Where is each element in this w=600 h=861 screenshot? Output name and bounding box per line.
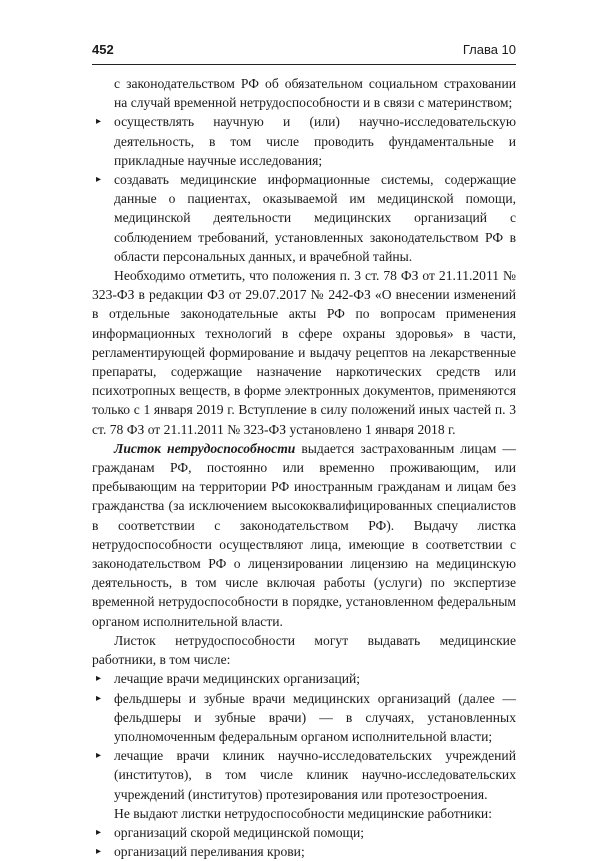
- list-item: [92, 823, 516, 842]
- list-item-text: организаций переливания крови;: [114, 844, 305, 860]
- bullet-marker-icon: ▸: [96, 750, 102, 762]
- bullet-marker-icon: ▸: [96, 826, 102, 838]
- defined-term: Листок нетрудоспособности: [114, 440, 296, 456]
- bullet-continuation: с законодательством РФ об обязательном социальном страховании на случай временной нетрудоспособности и в связи с материнством;: [114, 76, 516, 111]
- bullet-marker-icon: ▸: [96, 116, 102, 128]
- page-header: [92, 42, 516, 64]
- chapter-title: Глава 10: [462, 42, 516, 57]
- list-item-text: создавать медицинские информационные системы, содержащие данные о пациентах, оказываемой им медицинской помощи, медицинской деятельности медицинских организаций с соблюдением требований, установленных законодательством РФ в области персональных данных, и врачебной тайны.: [114, 172, 516, 264]
- bullet-marker-icon: ▸: [96, 174, 102, 186]
- list-item: [92, 689, 516, 747]
- list-item: [92, 842, 516, 861]
- list-item: [92, 746, 516, 804]
- bullet-marker-icon: ▸: [96, 673, 102, 685]
- list-item-text: лечащие врачи медицинских организаций;: [114, 671, 361, 687]
- list-item-text: лечащие врачи клиник научно-исследовательских учреждений (институтов), в том числе клиник научно-исследовательских учреждений (институтов) протезирования или протезостроения.: [114, 748, 516, 802]
- paragraph-text: выдается застрахованным лицам — гражданам РФ, постоянно или временно проживающим, или пребывающим на территории РФ иностранным гражданам и лицам без гражданства (за исключением высококвалифицированных специалистов в соответствии с законодательством РФ). Выдачу листка нетрудоспособности осуществляют лица, имеющие в соответствии с законодательством РФ о лицензировании лицензию на медицинскую деятельность, в том числе включая работы (услуги) по экспертизе временной нетрудоспособности в порядке, установленном федеральным органом исполнительной власти.: [92, 440, 516, 629]
- list-item: [92, 170, 516, 266]
- paragraph-issuers-intro: Листок нетрудоспособности могут выдавать медицинские работники, в том числе:: [92, 632, 516, 668]
- paragraph-legal-note: Необходимо отметить, что положения п. 3 ст. 78 ФЗ от 21.11.2011 № 323-ФЗ в редакции ФЗ от 29.07.2017 № 242-ФЗ «О внесении изменений в отдельные законодательные акты РФ по вопросам применения информационных технологий в сфере охраны здоровья» в части, регламентирующей формирование и выдачу рецептов на лекарственные препараты, содержащие назначение наркотических средств или психотропных веществ, в форме электронных документов, применяются только с 1 января 2019 г. Вступление в силу положений иных частей п. 3 ст. 78 ФЗ от 21.11.2011 № 323-ФЗ установлено 1 января 2018 г.: [92, 268, 516, 437]
- list-item-text: осуществлять научную и (или) научно-исследовательскую деятельность, в том числе проводить фундаментальные и прикладные научные исследования;: [114, 114, 516, 168]
- paragraph-non-issuers-intro: Не выдают листки нетрудоспособности медицинские работники:: [114, 805, 492, 821]
- bullet-marker-icon: ▸: [96, 692, 102, 704]
- page-number: 452: [92, 42, 114, 57]
- list-item-text: фельдшеры и зубные врачи медицинских организаций (далее — фельдшеры и зубные врачи) — в случаях, установленных уполномоченным федеральным органом исполнительной власти;: [114, 690, 516, 744]
- bullet-marker-icon: ▸: [96, 846, 102, 858]
- paragraph-sick-leave-definition: [92, 439, 516, 631]
- header-rule: [92, 64, 516, 65]
- page-body: [92, 74, 516, 861]
- list-item: [92, 669, 516, 688]
- list-item-text: организаций скорой медицинской помощи;: [114, 824, 365, 840]
- list-item: [92, 112, 516, 170]
